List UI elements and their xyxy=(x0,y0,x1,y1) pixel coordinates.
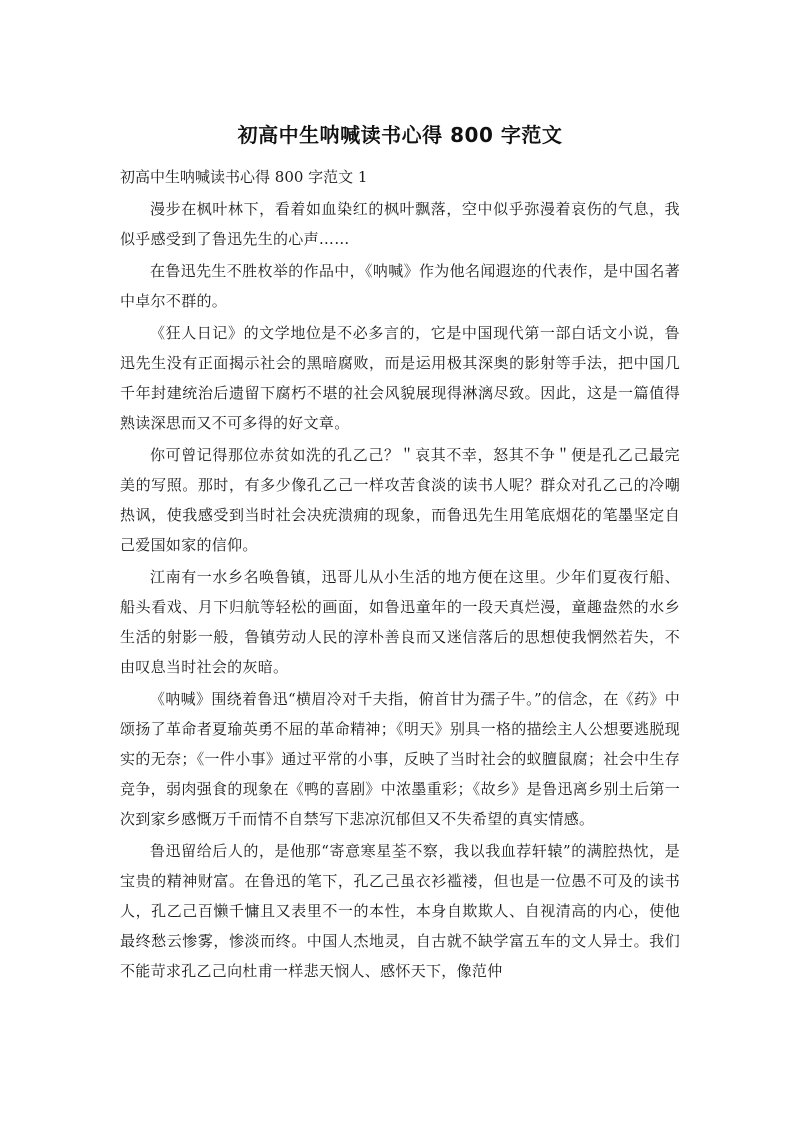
paragraph-5: 江南有一水乡名唤鲁镇，迅哥儿从小生活的地方便在这里。少年们夏夜行船、船头看戏、月下归航等轻松的画面，如鲁迅童年的一段天真烂漫，童趣盎然的水乡生活的射影一般，鲁镇劳动人民的淳朴善良而又迷信落后的思想使我惘然若失，不由叹息当时社会的灰暗。 xyxy=(120,568,680,676)
paragraph-6: 《呐喊》围绕着鲁迅“横眉冷对千夫指，俯首甘为孺子牛。”的信念，在《药》中颂扬了革命者夏瑜英勇不屈的革命精神；《明天》别具一格的描绘主人公想要逃脱现实的无奈；《一件小事》通过平常的小事，反映了当时社会的蚁膻鼠腐；社会中生存竞争，弱肉强食的现象在《鸭的喜剧》中浓墨重彩；《故乡》是鲁迅离乡别土后第一次到家乡感慨万千而情不自禁写下悲凉沉郁但又不失希望的真实情感。 xyxy=(120,690,680,828)
paragraph-7: 鲁迅留给后人的，是他那“寄意寒星荃不察，我以我血荐轩辕”的满腔热忱，是宝贵的精神财富。在鲁迅的笔下，孔乙己虽衣衫褴褛，但也是一位愚不可及的读书人，孔乙己百懒千慵且又表里不一的本性，本身自欺欺人、自视清高的内心，使他最终愁云惨雾，惨淡而终。中国人杰地灵，自古就不缺学富五车的文人异士。我们不能苛求孔乙己向杜甫一样悲天悯人、感怀天下，像范仲 xyxy=(120,842,680,980)
paragraph-3: 《狂人日记》的文学地位是不必多言的，它是中国现代第一部白话文小说，鲁迅先生没有正面揭示社会的黑暗腐败，而是运用极其深奥的影射等手法，把中国几千年封建统治后遗留下腐朽不堪的社会风貌展现得淋漓尽致。因此，这是一篇值得熟读深思而又不可多得的好文章。 xyxy=(120,324,680,432)
document-page xyxy=(120,118,680,986)
paragraph-1: 漫步在枫叶林下，看着如血染红的枫叶飘落，空中似乎弥漫着哀伤的气息，我似乎感受到了鲁迅先生的心声…… xyxy=(120,200,680,248)
document-title: 初高中生呐喊读书心得 800 字范文 xyxy=(237,123,563,147)
paragraph-4: 你可曾记得那位赤贫如洗的孔乙己？＂哀其不幸，怒其不争＂便是孔乙己最完美的写照。那时，有多少像孔乙己一样攻苦食淡的读书人呢？群众对孔乙己的冷嘲热讽，使我感受到当时社会决疣溃痈的现象，而鲁迅先生用笔底烟花的笔墨坚定自己爱国如家的信仰。 xyxy=(120,446,680,554)
document-subtitle: 初高中生呐喊读书心得 800 字范文 1 xyxy=(120,168,368,186)
paragraph-2: 在鲁迅先生不胜枚举的作品中，《呐喊》作为他名闻遐迩的代表作，是中国名著中卓尔不群的。 xyxy=(120,262,680,310)
